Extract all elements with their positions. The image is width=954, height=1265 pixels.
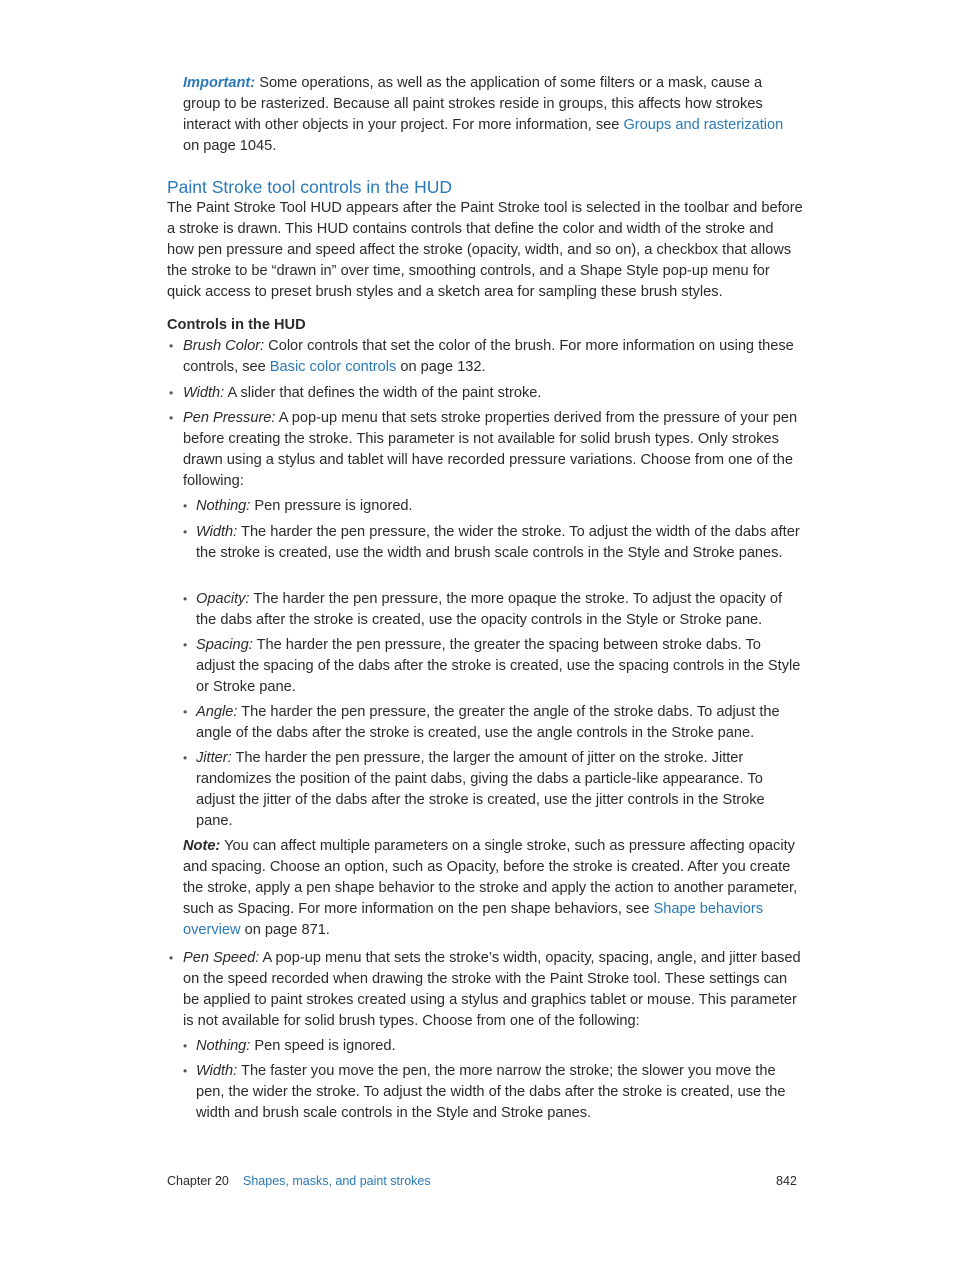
bullet-text: A slider that defines the width of the paint stroke. <box>224 385 542 401</box>
note-text: You can affect multiple parameters on a single stroke, such as pressure affecting opacity and spacing. Choose an option, such as Opacity, before the stroke is created. After you create the stroke, apply a pen shape behavior to the stroke and apply the action to another parameter, such as Spacing. For more information on the pen shape behaviors, see <box>183 838 798 917</box>
bullet-text: The harder the pen pressure, the greater the spacing between stroke dabs. To adjust the spacing of the dabs after the stroke is created, use the spacing controls in the Style or Stroke pane. <box>196 637 801 695</box>
bullet-text: The harder the pen pressure, the more opaque the stroke. To adjust the opacity of the dabs after the stroke is created, use the opacity controls in the Style or Stroke pane. <box>196 591 782 628</box>
sub-bullet-pressure-jitter <box>196 748 803 832</box>
controls-subheading: Controls in the HUD <box>167 317 306 333</box>
bullet-term: Brush Color: <box>183 338 265 354</box>
footer-chapter: Chapter 20 <box>167 1174 229 1188</box>
groups-rasterization-link[interactable]: Groups and rasterization <box>623 117 784 133</box>
footer-page-number: 842 <box>776 1174 797 1188</box>
bullet-text: A pop-up menu that sets stroke properties derived from the pressure of your pen before creating the stroke. This parameter is not available for solid brush types. Only strokes drawn using a stylus and tablet will have recorded pressure variations. Choose from one of the following: <box>183 410 798 489</box>
section-heading: Paint Stroke tool controls in the HUD <box>167 177 452 197</box>
bullet-term: Pen Speed: <box>183 950 260 966</box>
bullet-text: The harder the pen pressure, the wider the stroke. To adjust the width of the dabs after the stroke is created, use the width and brush scale controls in the Style and Stroke panes. <box>196 524 800 561</box>
bullet-brush-color <box>183 336 803 378</box>
bullet-width <box>183 383 803 404</box>
bullet-term: Angle: <box>196 704 238 720</box>
section-intro: The Paint Stroke Tool HUD appears after the Paint Stroke tool is selected in the toolbar and before a stroke is drawn. This HUD contains controls that define the color and width of the stroke and how pen pressure and speed affect the stroke (opacity, width, and so on), a checkbox that allows the stroke to be “drawn in” over time, smoothing controls, and a Shape Style pop-up menu for quick access to preset brush styles and a sketch area for sampling these brush styles. <box>167 200 803 300</box>
bullet-term: Nothing: <box>196 498 251 514</box>
footer-chapter-title-link[interactable]: Shapes, masks, and paint strokes <box>243 1174 431 1188</box>
important-label: Important: <box>183 75 256 91</box>
bullet-text: Pen pressure is ignored. <box>250 498 413 514</box>
bullet-term: Opacity: <box>196 591 250 607</box>
bullet-text: The harder the pen pressure, the greater the angle of the stroke dabs. To adjust the angle of the dabs after the stroke is created, use the angle controls in the Stroke pane. <box>196 704 780 741</box>
sub-bullet-pressure-nothing <box>196 496 803 517</box>
important-text: Some operations, as well as the application of some filters or a mask, cause a group to be rasterized. Because all paint strokes reside in groups, this affects how strokes interact with other objects in your project. For more information, see <box>183 75 763 133</box>
sub-bullet-pressure-opacity <box>196 589 803 631</box>
bullet-text: A pop-up menu that sets the stroke’s width, opacity, spacing, angle, and jitter based on the speed recorded when drawing the stroke with the Paint Stroke tool. These settings can be applied to paint strokes created using a stylus and graphics tablet or mouse. This parameter is not available for solid brush types. Choose from one of the following: <box>183 950 801 1029</box>
note-text-end: on page 871. <box>240 922 330 938</box>
bullet-text: The faster you move the pen, the more narrow the stroke; the slower you move the pen, the wider the stroke. To adjust the width of the dabs after the stroke is created, use the width and brush scale controls in the Style and Stroke panes. <box>196 1063 786 1121</box>
sub-bullet-speed-nothing <box>196 1036 803 1057</box>
bullet-text-end: on page 132. <box>396 359 486 375</box>
sub-bullet-pressure-angle <box>196 702 803 744</box>
basic-color-controls-link[interactable]: Basic color controls <box>269 359 397 375</box>
bullet-pen-pressure <box>183 408 803 492</box>
shape-behaviors-overview-link[interactable]: Shape behaviors overview <box>183 901 764 938</box>
bullet-text: Pen speed is ignored. <box>250 1038 396 1054</box>
bullet-text: Color controls that set the color of the brush. For more information on using these controls, see <box>183 338 794 375</box>
sub-bullet-pressure-spacing <box>196 635 803 698</box>
sub-bullet-pressure-width <box>196 522 803 564</box>
important-callout <box>183 73 803 157</box>
bullet-term: Spacing: <box>196 637 253 653</box>
bullet-term: Nothing: <box>196 1038 251 1054</box>
important-text-end: on page 1045. <box>183 138 277 154</box>
bullet-text: The harder the pen pressure, the larger the amount of jitter on the stroke. Jitter randomizes the position of the paint dabs, giving the dabs a particle-like appearance. To adjust the jitter of the dabs after the stroke is created, use the jitter controls in the Stroke pane. <box>196 750 765 829</box>
note-label: Note: <box>183 838 221 854</box>
bullet-term: Width: <box>183 385 225 401</box>
bullet-term: Width: <box>196 1063 238 1079</box>
note-callout <box>183 836 803 941</box>
bullet-term: Jitter: <box>196 750 232 766</box>
bullet-pen-speed <box>183 948 803 1032</box>
sub-bullet-speed-width <box>196 1061 803 1124</box>
bullet-term: Pen Pressure: <box>183 410 276 426</box>
bullet-term: Width: <box>196 524 238 540</box>
